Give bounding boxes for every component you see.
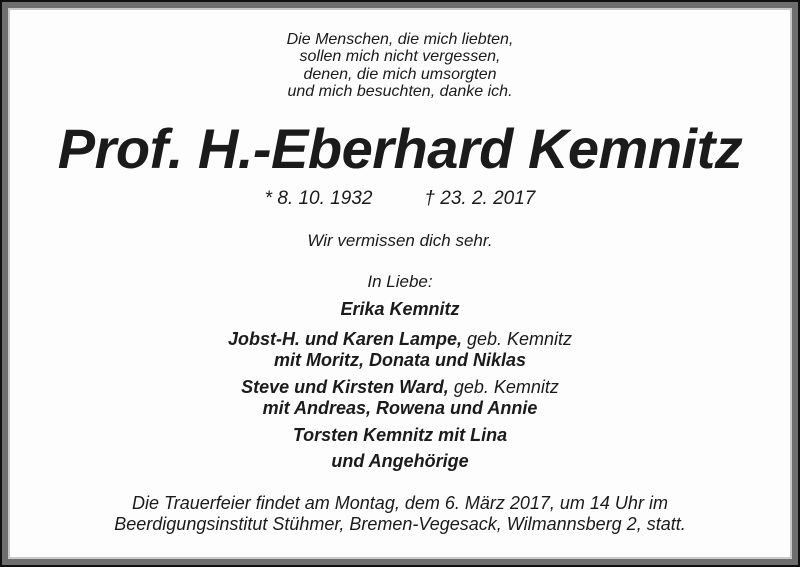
mourner-couple: Steve und Kirsten Ward, (241, 377, 449, 397)
closing-salutation: In Liebe: (367, 272, 433, 291)
mourner-children: mit Andreas, Rowena und Annie (262, 398, 538, 418)
deceased-name: Prof. H.-Eberhard Kemnitz (57, 117, 743, 180)
funeral-info-line-2: Beerdigungsinstitut Stühmer, Bremen-Vegesack, Wilmannsberg 2, statt. (114, 514, 686, 534)
mourner-couple: Jobst-H. und Karen Lampe, (227, 329, 462, 349)
mourner-children: mit Moritz, Donata und Niklas (273, 350, 527, 370)
death-date: † 23. 2. 2017 (424, 188, 536, 209)
mourner-names (12, 329, 788, 349)
mourner-maiden-name: geb. Kemnitz (453, 377, 559, 397)
life-dates (12, 188, 788, 210)
epigraph-line-1: Die Menschen, die mich liebten, (286, 31, 514, 48)
epigraph-line-4: und mich besuchten, danke ich. (287, 83, 513, 100)
mourner-relatives: und Angehörige (331, 451, 469, 471)
mourner-names: Erika Kemnitz (340, 299, 460, 319)
mourner-maiden-name: geb. Kemnitz (466, 329, 573, 349)
mourner-names (12, 377, 788, 397)
epigraph-line-2: sollen mich nicht vergessen, (299, 48, 501, 65)
farewell-text: Wir vermissen dich sehr. (307, 231, 493, 250)
mourner-names: Torsten Kemnitz mit Lina (292, 425, 508, 445)
funeral-info-line-1: Die Trauerfeier findet am Montag, dem 6. März 2017, um 14 Uhr im (132, 493, 668, 513)
epigraph-line-3: denen, die mich umsorgten (303, 66, 497, 83)
birth-date: * 8. 10. 1932 (264, 188, 373, 209)
